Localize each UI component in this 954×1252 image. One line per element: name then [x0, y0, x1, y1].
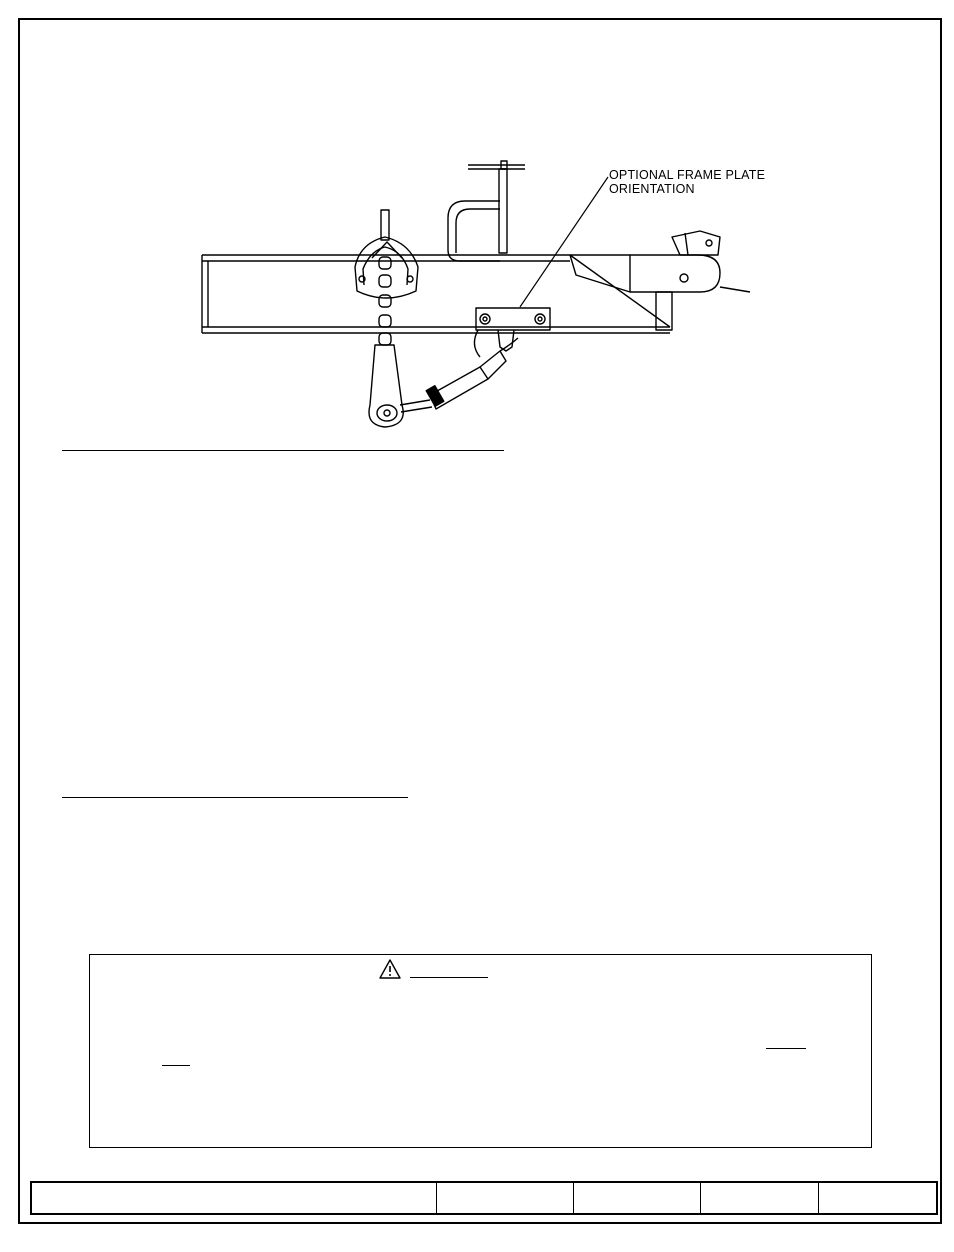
trailer-hitch-drawing	[180, 155, 780, 440]
warning-emphasis-rule	[766, 1048, 806, 1049]
section-heading-rule	[62, 797, 408, 798]
title-block-cell	[437, 1183, 574, 1213]
title-block-cell	[819, 1183, 936, 1213]
warning-heading-rule	[410, 977, 488, 978]
title-block	[30, 1181, 938, 1215]
title-block-cell	[574, 1183, 701, 1213]
spring-bar	[369, 345, 506, 427]
chain-bracket	[355, 210, 418, 345]
warning-triangle-icon	[379, 959, 401, 979]
callout-label	[609, 168, 765, 196]
callout-line-1: OPTIONAL FRAME PLATE	[609, 168, 766, 182]
frame-rail	[202, 255, 670, 333]
clamp-jack	[448, 161, 525, 261]
callout-line-2: ORIENTATION	[609, 182, 695, 196]
warning-emphasis-rule	[162, 1065, 190, 1066]
coupler	[570, 231, 750, 330]
section-heading-rule	[62, 450, 504, 451]
warning-box	[89, 954, 872, 1148]
title-block-cell	[701, 1183, 819, 1213]
title-block-cell	[32, 1183, 437, 1213]
